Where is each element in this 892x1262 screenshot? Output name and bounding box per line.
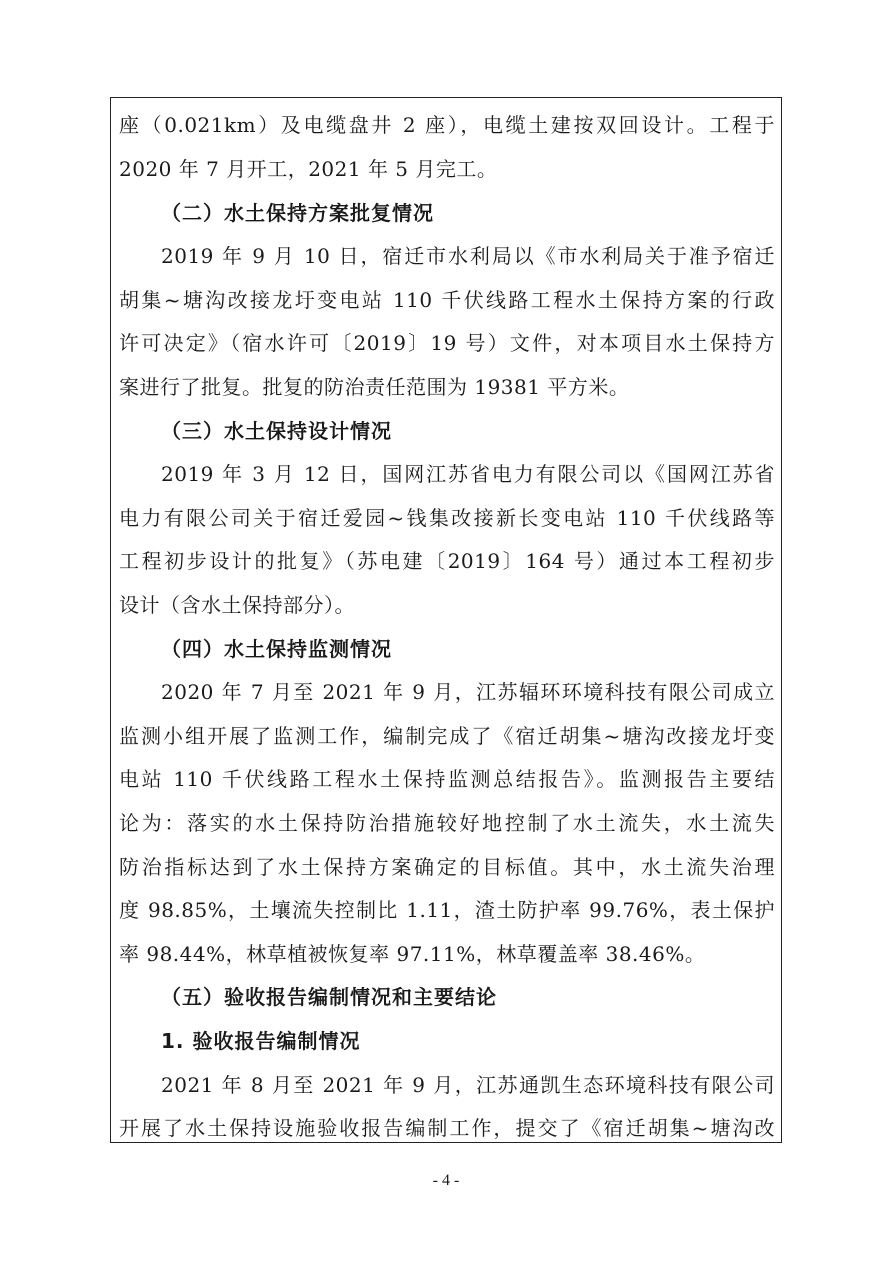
- section-heading-2: （二）水土保持方案批复情况: [161, 201, 434, 225]
- page-number: - 4 -: [432, 1172, 460, 1189]
- body-text-line: 许可决定》（宿水许可〔2019〕19 号）文件，对本项目水土保持方: [119, 331, 775, 355]
- body-text-line: 2020 年 7 月至 2021 年 9 月，江苏辐环环境科技有限公司成立: [161, 680, 775, 704]
- content-frame: [110, 97, 782, 1143]
- section-heading-4: （四）水土保持监测情况: [161, 637, 392, 661]
- body-text-line: 座（0.021km）及电缆盘井 2 座），电缆土建按双回设计。工程于: [119, 113, 775, 137]
- body-text-line: 电力有限公司关于宿迁爱园~钱集改接新长变电站 110 千伏线路等: [119, 506, 775, 530]
- body-text-line: 设计（含水土保持部分）。: [119, 593, 355, 617]
- body-text-line: 2020 年 7 月开工，2021 年 5 月完工。: [119, 157, 498, 181]
- body-text-line: 2019 年 3 月 12 日，国网江苏省电力有限公司以《国网江苏省: [161, 462, 775, 486]
- body-text-line: 工程初步设计的批复》（苏电建〔2019〕164 号）通过本工程初步: [119, 549, 775, 573]
- body-text-line: 2021 年 8 月至 2021 年 9 月，江苏通凯生态环境科技有限公司: [161, 1073, 775, 1097]
- body-text-line: 电站 110 千伏线路工程水土保持监测总结报告》。监测报告主要结: [119, 767, 775, 791]
- section-heading-3: （三）水土保持设计情况: [161, 419, 392, 443]
- section-heading-5: （五）验收报告编制情况和主要结论: [161, 985, 497, 1009]
- body-text-line: 度 98.85%，土壤流失控制比 1.11，渣土防护率 99.76%，表土保护: [119, 898, 775, 922]
- body-text-line: 2019 年 9 月 10 日，宿迁市水利局以《市水利局关于准予宿迁: [161, 244, 775, 268]
- body-text-line: 案进行了批复。批复的防治责任范围为 19381 平方米。: [119, 375, 630, 399]
- body-text-line: 监测小组开展了监测工作，编制完成了《宿迁胡集~塘沟改接龙圩变: [119, 724, 775, 748]
- subsection-heading-1: 1. 验收报告编制情况: [161, 1029, 361, 1053]
- body-text-line: 防治指标达到了水土保持方案确定的目标值。其中，水土流失治理: [119, 855, 775, 879]
- body-text-line: 开展了水土保持设施验收报告编制工作，提交了《宿迁胡集~塘沟改: [119, 1116, 775, 1140]
- body-text-line: 率 98.44%，林草植被恢复率 97.11%，林草覆盖率 38.46%。: [119, 942, 706, 966]
- body-text-line: 胡集~塘沟改接龙圩变电站 110 千伏线路工程水土保持方案的行政: [119, 288, 775, 312]
- body-text-line: 论为：落实的水土保持防治措施较好地控制了水土流失，水土流失: [119, 811, 775, 835]
